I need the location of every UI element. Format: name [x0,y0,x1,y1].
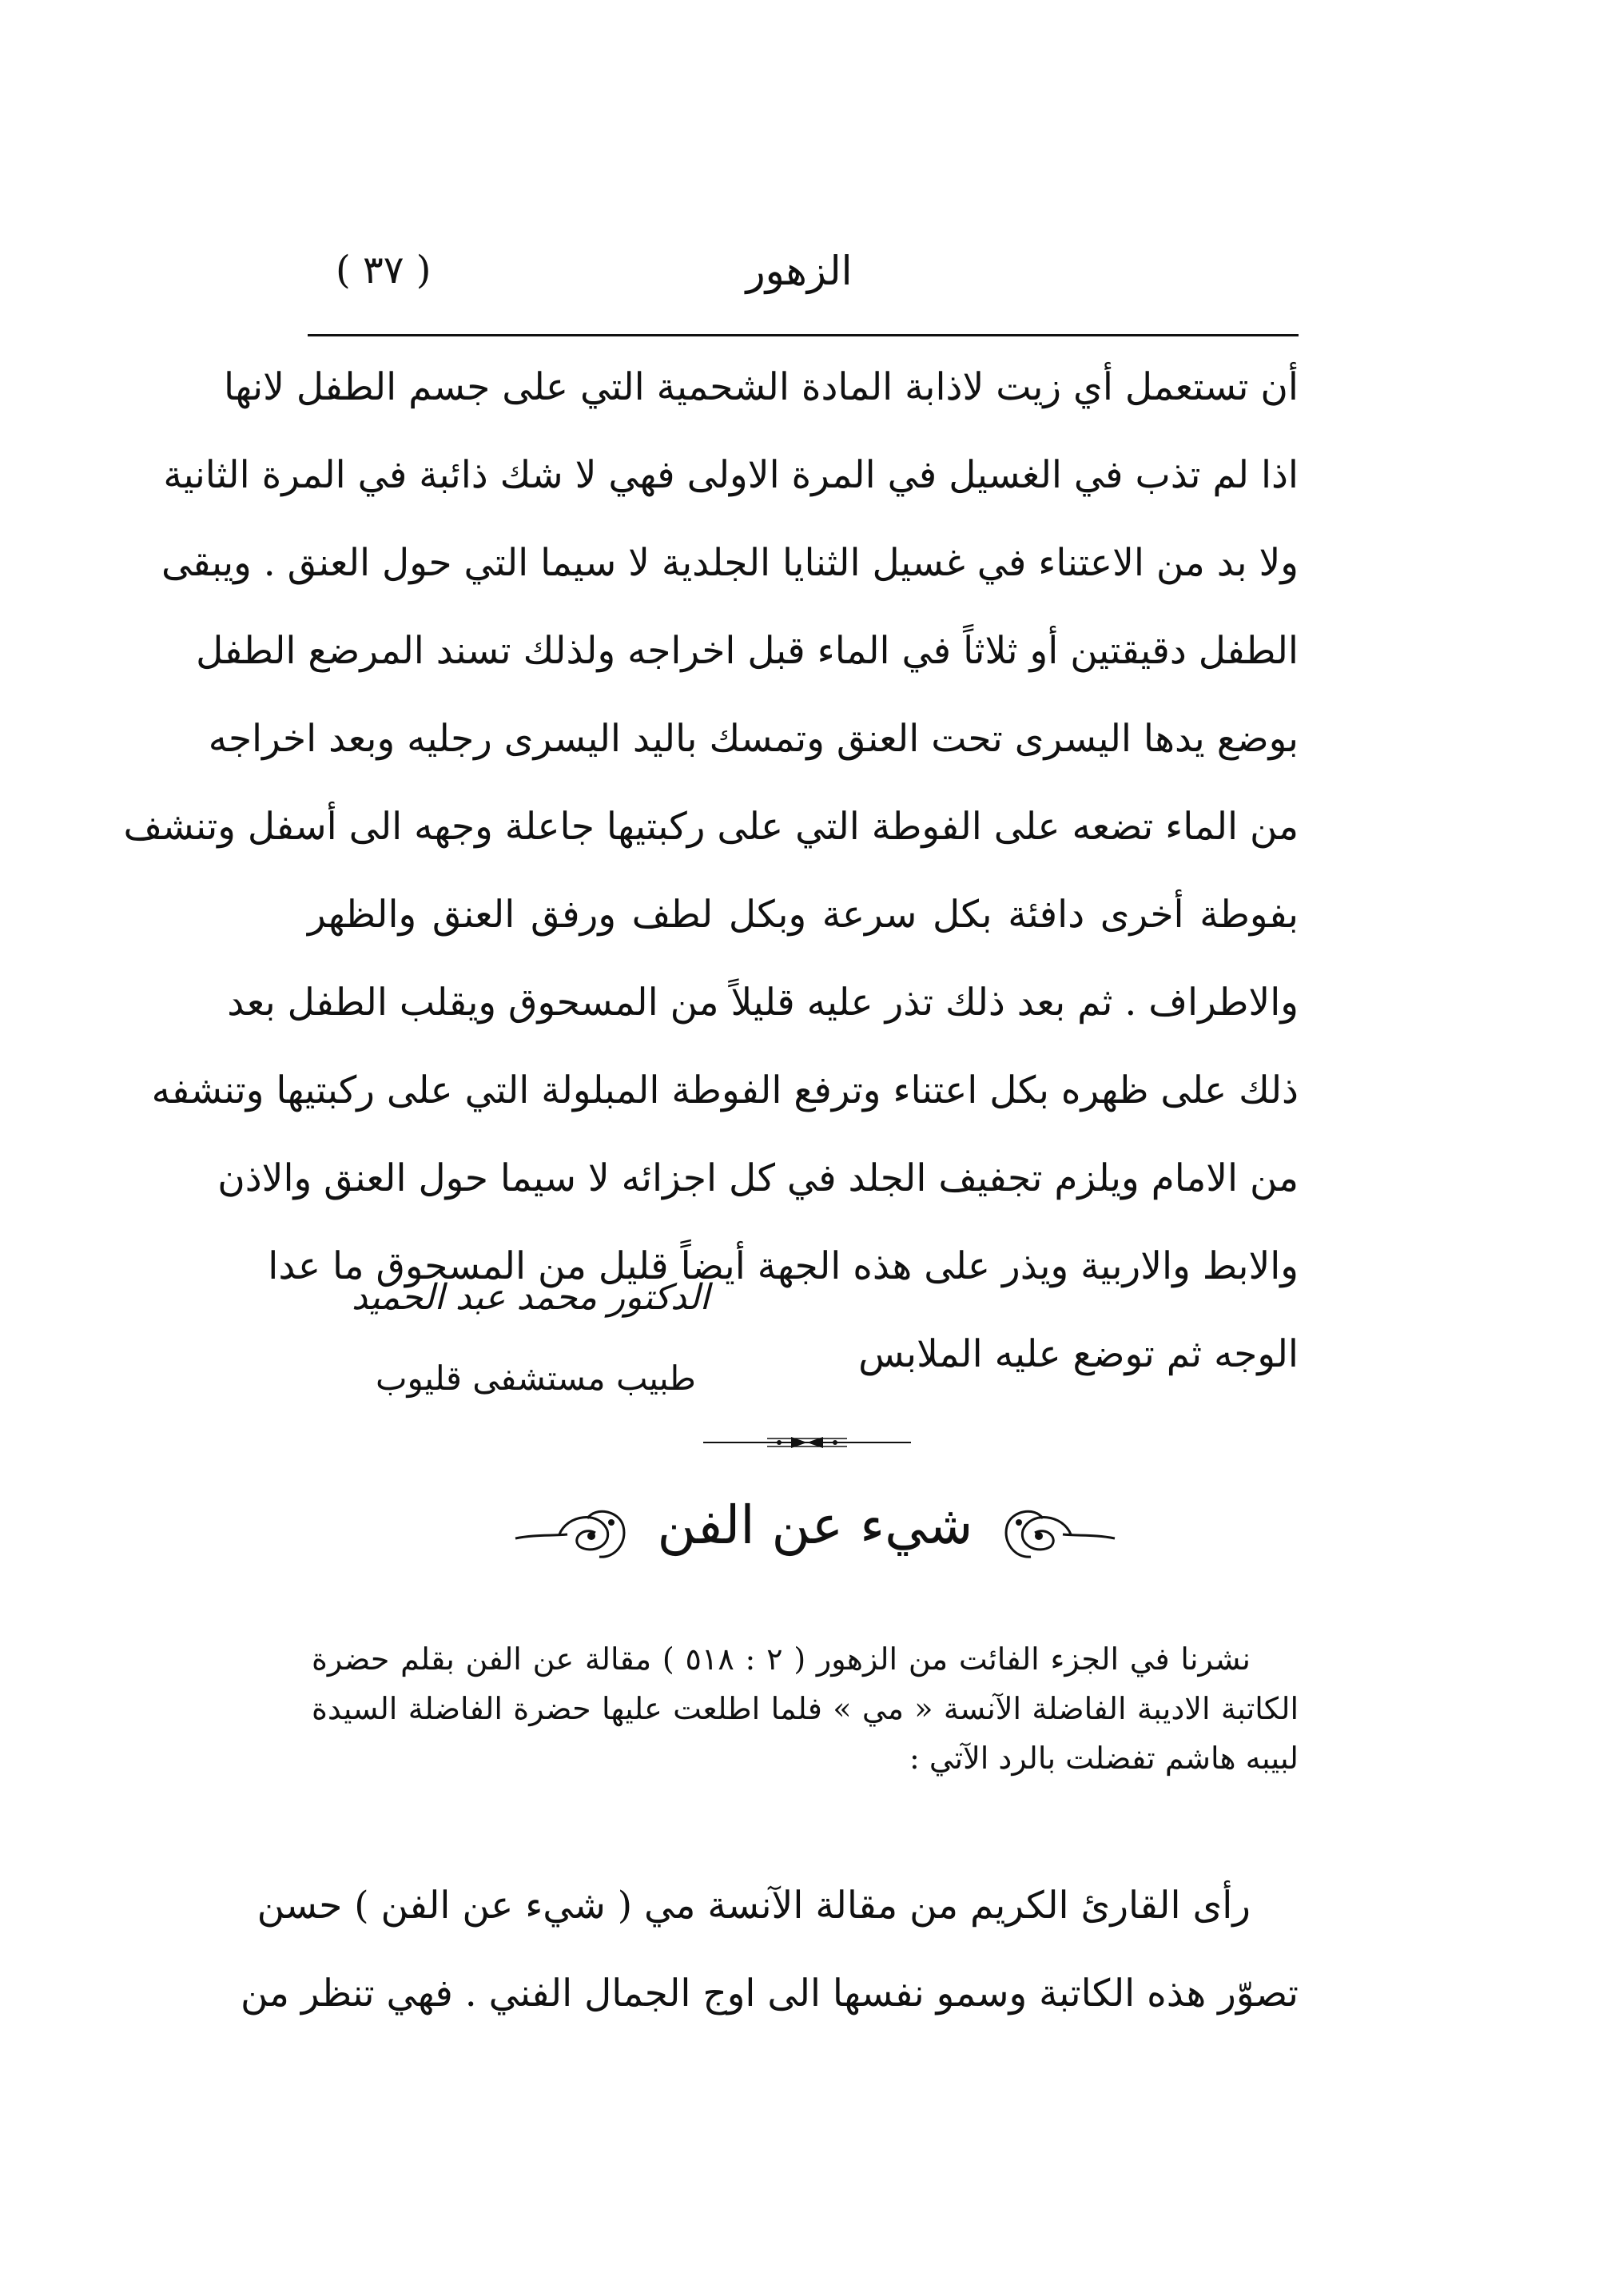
signature-name: الدكتور محمد عبد الحميد [352,1277,710,1318]
body-line: من الماء تضعه على الفوطة التي على ركبتيها جاعلة وجهه الى أسفل وتنشف [123,805,1299,849]
article-body [123,344,1299,1399]
body-line: والاطراف . ثم بعد ذلك تذر عليه قليلاً من المسحوق ويقلب الطفل بعد [227,981,1299,1025]
section-heading [495,1478,1135,1590]
body-line: بوضع يدها اليسرى تحت العنق وتمسك باليد اليسرى رجليه وبعد اخراجه [208,717,1299,761]
body-line: بفوطة أخرى دافئة بكل سرعة وبكل لطف ورفق العنق والظهر [308,893,1299,937]
flourish-right-icon [999,1502,1119,1566]
header-rule [308,334,1299,336]
intro-line: نشرنا في الجزء الفائت من الزهور ( ٢ : ٥١٨ ) مقالة عن الفن بقلم حضرة [312,1641,1251,1677]
body-line: من الامام ويلزم تجفيف الجلد في كل اجزائه لا سيما حول العنق والاذن [217,1156,1299,1200]
body-line: الطفل دقيقتين أو ثلاثاً في الماء قبل اخراجه ولذلك تسند المرضع الطفل [196,629,1299,673]
body-line: ولا بد من الاعتناء في غسيل الثنايا الجلدية لا سيما التي حول العنق . ويبقى [161,541,1299,585]
signature-role: طبيب مستشفى قليوب [376,1359,696,1398]
body-line: والابط والاربية ويذر على هذه الجهة أيضاً قليل من المسحوق ما عدا [268,1244,1299,1288]
running-title: الزهور [746,248,853,294]
section-title: شيء عن الفن [657,1494,973,1556]
flourish-left-icon [511,1502,631,1566]
body-line: ذلك على ظهره بكل اعتناء وترفع الفوطة المبلولة التي على ركبتيها وتنشفه [151,1068,1299,1112]
page-number: ( ٣٧ ) [336,248,432,292]
second-article-body [240,1862,1299,2038]
intro-line: الكاتبة الاديبة الفاضلة الآنسة « مي » فلما اطلعت عليها حضرة الفاضلة السيدة [312,1691,1299,1726]
editor-note [312,1634,1299,1783]
body-line: أن تستعمل أي زيت لاذابة المادة الشحمية التي على جسم الطفل لانها [224,365,1299,409]
page-header [304,240,1295,328]
intro-line: لبيبه هاشم تفضلت بالرد الآتي : [909,1741,1299,1776]
ornament-divider-icon [695,1431,919,1454]
body-line: الوجه ثم توضع عليه الملابس [858,1332,1299,1376]
article-line: رأى القارئ الكريم من مقالة الآنسة مي ( شيء عن الفن ) حسن [257,1884,1251,1928]
article-line: تصوّر هذه الكاتبة وسمو نفسها الى اوج الجمال الفني . فهي تنظر من [240,1972,1299,2015]
body-line: اذا لم تذب في الغسيل في المرة الاولى فهي لا شك ذائبة في المرة الثانية [163,453,1299,497]
